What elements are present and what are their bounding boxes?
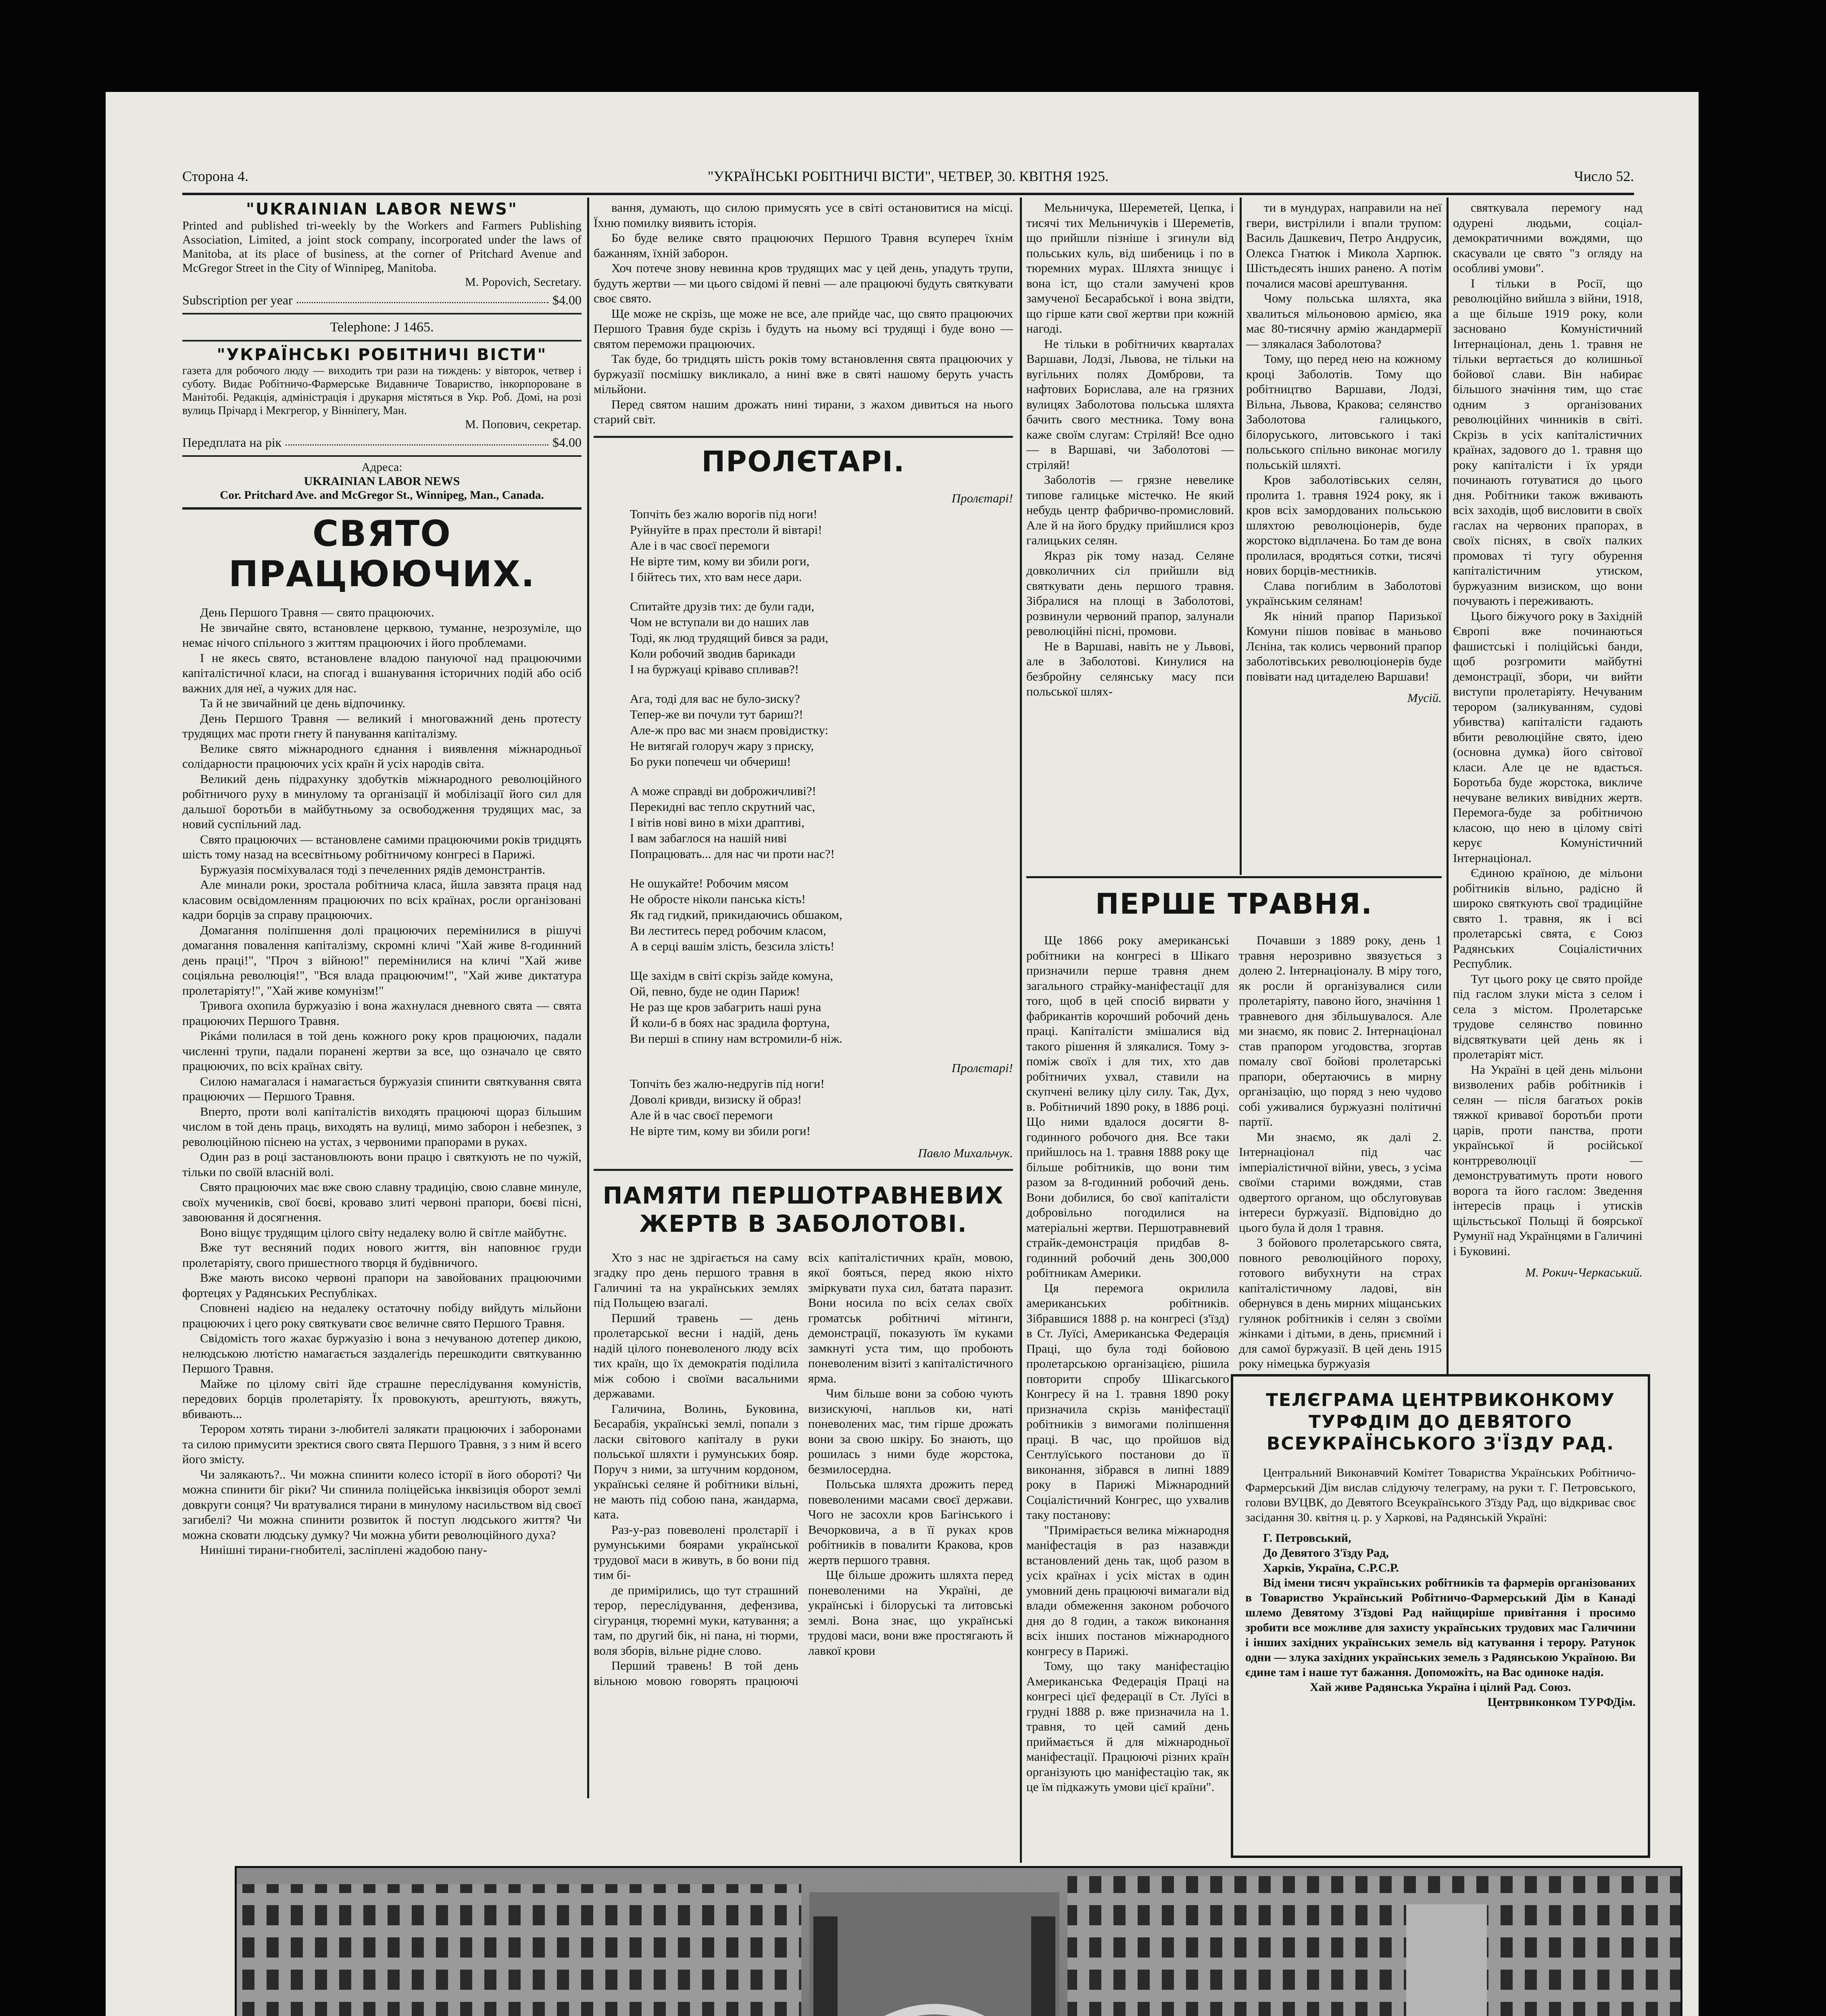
telegram-body-text: Від імени тисяч українських робітників та фармерів організованих в Товариство Український Робітничо-Фармерський Дім в Канаді шлемо Девятому З'їздові Рад найщиріше привітання і просимо зробити все можливе для захисту українських трудових мас Галичини і інших західних українських земель від катування і терору. Ратунок одни — злука західних українських земель з Радянською Україною. Ви єдине там і наше тут бажання. Допоможіть, на Вас одиноке надія. (1245, 1576, 1636, 1679)
poem-line: Бо руки попечеш чи обчериш! (630, 754, 791, 768)
poem-line: Але й в час своєї перемоги (630, 1108, 773, 1122)
paragraph: Ця перемога окрилила американських робітників. Зібравшися 1888 р. на конгресі (з'їзд) в Ст. Луїсі, Американська Федерація Праці, що була тоді бойовою пролетарською організацією, рішила повторити спробу Шікагського Конгресу й на 1. травня 1890 року призначила скрізь маніфестації робітників з вимогами поліпшення праці. В час, що пройшов від Сентлуїського постанови до її виконання, зібрався в липні 1889 року в Парижі Міжнародний Соціалістичний Конгрес, що ухвалив таку постанову: (1026, 1281, 1229, 1522)
poem-line: Топчіть без жалю ворогів під ноги! (630, 506, 817, 521)
telephone: Telephone: J 1465. (330, 320, 434, 335)
article-title-pershe: ПЕРШЕ ТРАВНЯ. (1095, 887, 1373, 921)
article-title-zabolotiv: ПАМЯТИ ПЕРШОТРАВНЕВИХ ЖЕРТВ В ЗАБОЛОТОВІ. (602, 1181, 1004, 1237)
paragraph: де примірились, що тут страшний терор, переслідування, дефензива, сігуранця, тюремні муки, катування; а там, по другий бік, ні пана, ні тюрми, воля зборів, вільне рідне слово. (594, 1583, 798, 1658)
masthead-secretary-ua: М. Попович, секретар. (465, 418, 582, 431)
zabolotiv-author: Мусій. (1407, 691, 1442, 705)
article-body-zabolotiv-cont (1026, 200, 1234, 699)
paragraph: Та й не звичайний це день відпочинку. (200, 696, 406, 710)
paragraph: Хоч потече знову невинна кров трудящих мас у цей день, упадуть трупи, будуть жертви — ми цього свідомі й певні — але працюючі будуть святкувати своє свято. (594, 261, 1013, 305)
paragraph: Нинішні тирани-гнобителі, засліплені жадобою пану- (200, 1543, 487, 1557)
paragraph: Ми знаємо, як далі 2. Інтернаціонал під час імперіалістичної війни, увесь, з усіма своїми старими вождями, став одвертого органом, що обслуговував інтереси буржуазії. Відповідно до цього була й доля 1 травня. (1239, 1129, 1442, 1235)
manifestation-photo (235, 1866, 1682, 2016)
paragraph: Мельничука, Шереметей, Цепка, і тисячі тих Мельничуків і Шереметів, що прийшли пізніше і згинули від польських куль, від шибениць і по в тюремних мурах. Шляхта знищує і вона іст, що стали замучені кров замученої Бесарабської і вона звідти, що гірше кати свої жертви при кожній нагоді. (1026, 200, 1234, 335)
paragraph: На Україні в цей день мільони визволених рабів робітників і селян — після багатьох років тяжкої кривавої боротьби проти царів, проти панства, проти української й російської контрреволюції — демонструватимуть проти нового ворога та його гаслом: Зведення інтересів праць і утисків щільстьської Польщі й боярської Румунії над Українцями в Галичині і Буковині. (1453, 1062, 1643, 1258)
address-label: Адреса: (361, 460, 402, 474)
prepay-price: $4.00 (552, 435, 582, 450)
masthead-secretary-en: M. Popovich, Secretary. (465, 275, 582, 289)
poem-stanza (630, 691, 1013, 783)
paragraph: Ще 1866 року американські робітники на конгресі в Шікаго призначили перше травня днем загального страйку-маніфестації для того, щоб в цей спосіб вирвати у фабрикантів корочший робочий день праці. Капіталісти змішалися від такого рішення й злякалися. Тому з-поміж своїх і для тих, хто дав робітничих ухвал, ставили на скупчені велику цілу силу. Так, Дух, в. Робітничий 1890 року, в 1886 році. Що ними вдалося досягти 8-годинного робочого дня. Все таки прийшлось на 1. травня 1888 року ще більше робітників, що вони тим разом за 8-годинний робочий день. Вони добилися, бо свої капіталісти добровільно погодилися на матеріальні жертви. Першотравневий страйк-демонстрація придбав 8-годинний робочий день 300,000 робітникам Америки. (1026, 933, 1229, 1280)
paragraph: Так буде, бо тридцять шість років тому встановлення свята працюючих у буржуазії посмішку викликало, а нині вже в святі нашому беруть участь мільйони. (594, 352, 1013, 396)
paragraph: Чим більше вони за собою чують визискуючі, напльов ки, наті поневолених мас, тим гірше дрожать вони за свою шкіру. Бо знають, що рошилась з ними буде жорстока, безмилосердна. (808, 1386, 1013, 1476)
column-rule (1020, 198, 1022, 1863)
paragraph: Свято працюючих — встановлене самими працюючими років тридцять шість тому назад на всесвітньому робітничому конгресі в Парижі. (182, 832, 582, 861)
poem-line: Не раз ще кров забагрить наші руна (630, 1000, 821, 1014)
poem-line: Але і в час своєї перемоги (630, 538, 770, 552)
poem-line: Перекидні вас тепло скрутний час, (630, 799, 815, 814)
subscription-row (182, 289, 582, 311)
article-title-sviato: СВЯТО ПРАЦЮЮЧИХ. (228, 513, 536, 595)
paragraph: Тут цього року це свято пройде під гаслом злуки міста з селом і села з містом. Пролетарське трудове селянство повинно відсвяткувати цей день як і пролетаріят міст. (1453, 971, 1643, 1061)
poem-line: Не вірте тим, кому ви збили роги! (630, 1123, 811, 1138)
address-line: Cor. Pritchard Ave. and McGregor St., Winnipeg, Man., Canada. (220, 489, 544, 502)
poem-line: А може справді ви доброжичливі?! (630, 783, 816, 798)
poem-line: Ви перші в спину нам встромили-б ніж. (630, 1031, 843, 1045)
photo-image (237, 1868, 1680, 2016)
poem-line: Попрацювать... для нас чи проти нас?! (630, 846, 835, 861)
poem-line: Руйнуйте в прах престоли й вівтарі! (630, 522, 822, 537)
column-3 (1026, 200, 1234, 869)
paragraph: Терором хотять тирани з-любителі залякати працюючих і заборонами та силою примусити зректися свого свята Першого Травня, з з ним й всего його змісту. (182, 1422, 582, 1466)
article-body-pershe-left (1026, 933, 1229, 1795)
masthead-title-ua: "УКРАЇНСЬКІ РОБІТНИЧІ ВІСТИ" (217, 346, 547, 364)
masthead-english (182, 200, 582, 510)
poem-line: Коли робочий зводив барикади (630, 646, 796, 660)
header-rule (182, 193, 1634, 195)
paragraph: "Примірається велика міжнародня маніфестація в раз назавжди встановлений день так, щоб разом в усіх країнах і усіх містах в один умовний день працюючі вимагали від влади обмеження законом робочого дня до 8 годин, а також виконання всіх інших постанов міжнародного конгресу в Парижі. (1026, 1522, 1229, 1658)
paragraph: Цього біжучого року в Західній Європі вже починаються фашистські і поліційські банди, щоб розгромити майбутні демонстрації, збори, чи вийти виступи пролетаріяту. Нечуваним терором (заликуванням, судові убивства) капіталісти гадають вбити революційне свято, ідею (основна думка) його світової класи. Але це не вдасться. Боротьба буде жорстока, викличе нечуване великих вивідних жертв. Перемога-буде за робітничою класою, що нею в цілому світі керує Комуністичний Інтернаціонал. (1453, 608, 1643, 865)
paragraph: Великий день підрахунку здобутків міжнародного революційного робітничого руху в минулому та організації й мобілізації його сил для дальшої боротьби в майбутньому за освободження трудящих мас, за новий суспільний лад. (182, 771, 582, 831)
paragraph: Перший травень! В той день вільною мовою говорять працюючі всіх капіталістичних країн, мовою, якої бояться, перед якою ніхто зміркувати пуха сил, батата паразит. Вони носила по всіх селах своїх громатськ робітничі мітинги, демонстрації, показують їм куками замкнуті уста тим, що пробоють поневоленим візиті з капіталістичного ярма. (594, 1250, 1013, 1688)
telegram-slogan: Хай живе Радянська Україна і цілий Рад. Союз. (1310, 1681, 1571, 1694)
telegram-box (1231, 1374, 1650, 1858)
paragraph: Сповнені надією на недалеку остаточну побіду вийдуть мільйони працюючих і цего року святкувати своє величне свято Першого Травня. (182, 1301, 582, 1330)
paragraph: Ще більше дрожить шляхта перед поневоленими на Україні, де українські і білоруські та литовські землі. Вона знає, що українські трудові маси, вони вже простягають й лавкої крови (808, 1568, 1013, 1658)
paragraph: І тільки в Росії, що революційно вийшла з війни, 1918, а ще більше 1919 року, коли засновано Комуністичний Інтернаціонал, день 1. травня не тільки вертається до колишньої бойової слави. Він набирає більшого значіння тим, що стає одним з організованих революційних чинників в світі. Скрізь в усіх капіталістичних країнах, задового до 1. травня що року капіталісти і їх уряди починають готуватися до цього дня. Робітники також вживають всіх заходів, щоб висловити в своїх гаслах на червоних прапорах, в своїх піснях, в своїх палких промовах ті тугу обурення капіталістичним утиском, буржуазним визиском, що вони почувають і переживають. (1453, 276, 1643, 608)
paragraph: І не якесь свято, встановлене владою пануючої над працюючими капіталістичної класи, на спогад і вшанування історичних подій або осіб важних для неї, а чужих для нас. (182, 650, 582, 695)
poem-line: Але-ж про вас ми знаєм провідистку: (630, 723, 829, 737)
paragraph: Один раз в році застановлюють вони працю і святкують не по чужій, тільки по своїй власній волі. (182, 1150, 582, 1179)
paragraph: Тому, що таку маніфестацію Американська Федерація Праці на конгресі цієї федерації в Ст. Луїсі в грудні 1888 р. вже призначила на 1. травня, то цей самий день приймається й для міжнародньої маніфестації. Працюючі різних країн організують цю маніфестацію так, як це їм підкажуть умови цієї країни". (1026, 1659, 1229, 1794)
masthead-text-ua: газета для робочого люду — виходить три рази на тиждень: у вівторок, четвер і суботу. Видає Робітничо-Фармерське Видавниче Товариство, інкорпороване в Манітобі. Редакція, адміністрація і друкарня містяться в Укр. Роб. Домі, на розі вулиць Прічард і Мекгрегор, у Вінніпегу, Ман. (182, 364, 582, 417)
poem-line: А в серці вашім злість, безсила злість! (630, 939, 835, 953)
paragraph: Рікáми полилася в той день кожного року кров працюючих, падали численні трупи, падали поранені жертви за все, що означало це свято працюючих, по всіх країнах світу. (182, 1029, 582, 1073)
paragraph: Силою намагалася і намагається буржуазія спинити святкування свята працюючих — Першого Травня. (182, 1074, 582, 1103)
paragraph: Польська шляхта дрожить перед повеволеними масами своєї держави. Чого не засохли кров Багінського і Вечорковича, а в її руках кров робітників в повалити Кракова, кров жертв першого травня. (808, 1477, 1013, 1567)
poem-line: І бійтесь тих, хто вам несе дари. (630, 569, 802, 584)
poem-line: Топчіть без жалю-недругів під ноги! (630, 1076, 825, 1091)
paragraph: Але минали роки, зростала робітнича класа, йшла завзята праця над класовим освідомленням працюючих по всіх країнах, росли організовані кадри борців за справу працюючих. (182, 877, 582, 922)
paragraph: Почавши з 1889 року, день 1 травня нерозривно звязується з долею 2. Інтернаціоналу. В міру того, як росли й організувалися сили пролетаріяту, павоно його, значіння 1 травневого дня збільшувалося. Але ми знаємо, як повис 2. Інтернаціонал став прапором угодовства, згортав помалу свої бойові пролетарські прапори, обертаючись в мирну організацію, що поряд з нею чудово собі уживалися буржуазні політичні партії. (1239, 933, 1442, 1129)
paragraph: Тому, що перед нею на кожному кроці Заболотів. Тому що робітництво Варшави, Лодзі, Вільна, Львова, Кракова; селянство Заболотова галицького, білоруського, литовського і такі польського спільно виконає могилу польській шляхті. (1246, 352, 1442, 472)
paragraph: Ще може не скрізь, ще може не все, але прийде час, що свято працюючих Першого Травня буде скрізь і будуть на ньому всі трудящі і буде воно — святом переможи працюючих. (594, 306, 1013, 351)
paragraph: Свідомість того жахає буржуазію і вона з нечуваною дотепер дикою, нелюдською лютістю намагається заздалегідь перешкодити святкуванню Першого Травня. (182, 1331, 582, 1375)
poem-line: Не вірте тим, кому ви збили роги, (630, 554, 810, 568)
poem-line: Спитайте друзів тих: де були гади, (630, 599, 815, 613)
poem-line: Чом не вступали ви до наших лав (630, 614, 809, 629)
paragraph: З бойового пролетарського свята, повного революційного пороху, готового вибухнути на страх капіталістичному ладові, він обернувся в день мирних міщанських гулянок робітників і селян з своїми жінками і дітьми, в день, приємний і для самої буржуазії. В цей день 1915 року німецька буржуазія (1239, 1235, 1442, 1370)
poem-stanza (630, 783, 1013, 875)
paragraph: Не в Варшаві, навіть не у Львові, але в Заболотові. Кинулися на безбройну селянську масу пси польської шлях- (1026, 639, 1234, 698)
paragraph: Чи залякають?.. Чи можна спинити колесо історії в його обороті? Чи можна спинити біг ріки? Чи спинила поліцейська інквізиція оборот землі довкруги сонця? Чи вратувалися тирани в минулому насильством від своєї загибелі? Чи можна спинити розвиток й поступ людського життя? Чи можна сковати людську думку? Чи можна убити революційного духа? (182, 1467, 582, 1542)
poem-title: ПРОЛЄТАРІ. (701, 445, 905, 478)
paragraph: Вже мають високо червоні прапори на завойованих працюючими фортецях у Радянських Республіках. (182, 1270, 582, 1300)
paragraph: Хто з нас не здрігається на саму згадку про день першого травня в Галичині та на українських землях під Польщею взагалі. (594, 1250, 798, 1310)
paragraph: Перший травень — день пролетарської весни і надій, день надій цілого поневоленого люду всіх тих країн, що їх демократія поділила між собою і своїми васальними державами. (594, 1310, 798, 1400)
paragraph: Галичина, Волинь, Буковина, Бесарабія, українські землі, попали з ласки світового капіталу в руки польської шляхти і румунських бояр. Поруч з ними, за штучним кордоном, українські селяне й робітники вільні, не мають під собою пана, жандарма, ката. (594, 1401, 798, 1521)
paragraph: Домагання поліпшення долі працюючих перемінилися в рішучі домагання повалення капіталізму, скромні кличі "Хай живе 8-годинний день праці!", "Проч з війною!" перемінилися на кличі "Хай живе соціяльна революція!", "Вся влада працюючим!", "Хай живе диктатура пролетаріяту!", "Хай живе комунізм!" (182, 923, 582, 998)
article-body-zabolotiv-end (1246, 200, 1442, 684)
article-body-sviato (182, 605, 582, 1558)
paragraph: ти в мундурах, направили на неї гвери, вистрілили і впали трупом: Василь Дашкевич, Петро Андрусик, Олекса Гнатюк і Микола Харпюк. Шістьдесять інших ранено. А потім почалися масові арештування. (1246, 200, 1442, 290)
paragraph: Єдиною країною, де мільони робітників вільно, радісно й широко святкують свої традиційне свято 1. травня, як і всі пролетарські свята, є Союз Радянських Соціалістичних Республик. (1453, 866, 1643, 971)
paragraph: Воно віщує трудящим цілого світу недалеку волю й світле майбутнє. (200, 1225, 567, 1239)
paragraph: вання, думають, що силою примусять усе в світі остановитися на місці. Їхню помилку виявить історія. (594, 200, 1013, 230)
newspaper-page (106, 92, 1699, 2016)
telegram-body (1245, 1465, 1636, 1710)
section-rule (1026, 876, 1442, 878)
paragraph: Якраз рік тому назад. Селяне довколичних сіл прийшли від святкувати день першого травня. Зібралися на площі в Заболотові, розвинули червоний прапор, залунали революційні пісні, промови. (1026, 548, 1234, 638)
poem-body (594, 490, 1013, 1161)
paragraph: святкувала перемогу над одурені людьми, соціал-демократичними вождями, що скасували це свято "з огляду на особливі умови". (1453, 200, 1643, 275)
issue-number: Число 52. (1574, 168, 1634, 184)
poem-line: Як гад гидкий, прикидаючись обшаком, (630, 907, 842, 922)
article-body-sviato-continued (594, 200, 1013, 427)
telegram-title: ТЕЛЄГРАМА ЦЕНТРВИКОНКОМУ ТУРФДІМ ДО ДЕВЯТОГО ВСЕУКРАЇНСЬКОГО З'ЇЗДУ РАД. (1266, 1390, 1615, 1454)
paragraph: Вперто, проти волі капіталістів виходять працюючі щораз більшим числом в той день праць, виходять на вулиці, мимо заборон і небезпек, з революційною піснею на устах, з червоними прапорами в руках. (182, 1104, 582, 1149)
pershe-author: М. Рокич-Черкаський. (1525, 1265, 1643, 1279)
paragraph: Як ніний прапор Паризької Комуни пішов повіває в маньово Лєніна, так колись червоний прапор заболотівських революціонерів буде повівати над цитаделею Варшави! (1246, 608, 1442, 683)
subscription-price: $4.00 (552, 293, 582, 307)
paragraph: Заболотів — грязне невелике типове галицьке містечко. Не який небудь центр фабричво-промисловий. Але й на його брудку прийшлися кроз галицьких селян. (1026, 473, 1234, 547)
paragraph: Тривога охопила буржуазію і вона жахнулася дневного свята — свята працюючих Першого Травня. (182, 998, 582, 1028)
poem-stanza (630, 875, 1013, 968)
masthead-text-en: Printed and published tri-weekly by the Workers and Farmers Publishing Association, Limited, a joint stock company, incorporated under the laws of Manitoba, at its place of business, at the corner of Pritchard Avenue and McGregor Street in the City of Winnipeg, Manitoba. (182, 219, 582, 275)
poem-line: І вам забаглося на нашій ниві (630, 831, 787, 845)
column-5 (1453, 200, 1643, 1462)
page-number: Сторона 4. (182, 168, 249, 184)
telegram-addr3: Харків, Україна, С.Р.С.Р. (1263, 1561, 1399, 1574)
page-header (182, 168, 1634, 190)
paragraph: Свято працюючих має вже свою славну традицію, свою славне минуле, своїх мучеників, свої боєві, кроваво злиті червоні прапори, боєві пісні, завоювання й досягнення. (182, 1180, 582, 1224)
poem-line: Ой, певно, буде не один Париж! (630, 984, 800, 998)
paragraph: Слава погиблим в Заболотові українським селянам! (1246, 578, 1442, 608)
subscription-label: Subscription per year (182, 293, 293, 307)
poem-line: Тоді, як люд трудящий бився за ради, (630, 630, 828, 645)
prepay-label: Передплата на рік (182, 435, 282, 450)
paragraph: Бо буде велике свято працюючих Першого Травня всупереч їхнім бажанням, їхній заборон. (594, 231, 1013, 260)
poem-stanza (630, 968, 1013, 1060)
telegram-addr1: Г. Петровський, (1263, 1531, 1351, 1545)
telegram-intro: Центральний Виконавчий Комітет Товариства Українських Робітничо-Фармерський Дім вислав слідуючу телеграму, на руки т. Г. Петровського, голови ВУЦВК, до Девятого Всеукраїнського З'їзду Рад, що відкриває своє засідання 30. квітня ц. р. у Харкові, на Радянській Україні: (1245, 1466, 1636, 1524)
column-4 (1246, 200, 1442, 869)
column-rule (1447, 198, 1449, 1464)
column-1 (182, 200, 582, 1865)
article-body-zabolotiv (594, 1250, 1013, 1689)
telegram-addr2: До Девятого З'їзду Рад, (1263, 1546, 1389, 1560)
article-body-pershe-cont (1453, 200, 1643, 1258)
paragraph: День Першого Травня — свято працюючих. (200, 605, 434, 619)
poem-line: Доволі кривди, визиску й образ! (630, 1092, 802, 1106)
poem-line: Ви леститесь перед робочим класом, (630, 923, 826, 937)
poem-stanza (630, 506, 1013, 598)
poem-line: Тепер-же ви почули тут бариш?! (630, 707, 803, 721)
poem-line: Не витягай голоруч жару з приску, (630, 738, 814, 753)
paragraph: Кров заболотівських селян, пролита 1. травня 1924 року, як і кров всіх замордованих польською шляхтою революціонерів, буде жорстоко відплачена. Бо там де вона пролилася, вродяться сотки, тисячі нових борців-местників. (1246, 473, 1442, 577)
poem-line: Й коли-б в боях нас зрадила фортуна, (630, 1015, 830, 1030)
poem-author: Павло Михальчук. (918, 1145, 1013, 1160)
paragraph: Не тільки в робітничих кварталах Варшави, Лодзі, Львова, не тільки на вугільних полях Домброви, та нафтових Борислава, але на грязних вулицях Заболотова польська шляхта бачить свого местника. Тому вона каже своїм слугам: Стріляй! Все одно — в Варшаві, чи Заболотові — стріляй! (1026, 336, 1234, 472)
column-rule (587, 198, 589, 1798)
poem-line: Не ошукайте! Робочим мясом (630, 876, 789, 890)
newspaper-dateline: "УКРАЇНСЬКІ РОБІТНИЧІ ВІСТИ", ЧЕТВЕР, 30. КВІТНЯ 1925. (707, 168, 1109, 184)
paragraph: Вже тут весняний подих нового життя, він наповнює груди пролетаріяту, свого пришестного творця й будівничого. (182, 1240, 582, 1270)
masthead-title-en: "UKRAINIAN LABOR NEWS" (246, 200, 518, 219)
telegram-signature: Центрвиконком ТУРФДім. (1487, 1695, 1636, 1709)
paragraph: Раз-у-раз повеволені пролєтарії і румунськими боярами української трудової маси в живуть, в бо вони під тим бі- (594, 1522, 798, 1582)
poem-line: І на буржуаці кріваво спливав?! (630, 662, 799, 676)
poem-line: Не обросте ніколи панська кість! (630, 891, 806, 906)
paragraph: Перед святом нашим дрожать нині тирани, з жахом дивиться на нього старий світ. (594, 397, 1013, 426)
paragraph: Майже по цілому світі йде страшне переслідування комуністів, передових борців пролетаріяту. Їх провокують, арештують, вяжуть, вбивають... (182, 1376, 582, 1421)
poem-line: Ще західм в світі скрізь зайде комуна, (630, 968, 833, 983)
poem-line: І вітів нові вино в міхи драптиві, (630, 815, 805, 829)
paragraph: Велике свято міжнародного єднання і виявлення міжнародньої солідарности працюючих усіх країн й усіх народів світа. (182, 741, 582, 771)
paragraph: Не звичайне свято, встановлене церквою, туманне, незрозуміле, що немає нічого спільного з життям працюючих і його проблемами. (182, 620, 582, 650)
poem-line: Ага, тоді для вас не було-зиску? (630, 691, 800, 706)
poem-epigraph-2: Пролєтарі! (951, 1060, 1013, 1075)
poem-epigraph: Пролєтарі! (951, 491, 1013, 505)
column-rule (1240, 198, 1242, 875)
paragraph: Буржуазія посміхувалася тоді з печеленних рядів демонстрантів. (200, 862, 545, 877)
prepay-row (182, 431, 582, 454)
column-2 (594, 200, 1013, 1861)
address-name: UKRAINIAN LABOR NEWS (304, 475, 460, 488)
poem-stanza (630, 598, 1013, 691)
paragraph: Чому польська шляхта, яка хвалиться мільоновою армією, яка має 80-тисячну армію жандармерії — злякалася Заболотова? (1246, 291, 1442, 351)
paragraph: День Першого Травня — великий і многоважний день протесту трудящих мас проти гнету й панування капіталізму. (182, 711, 582, 740)
